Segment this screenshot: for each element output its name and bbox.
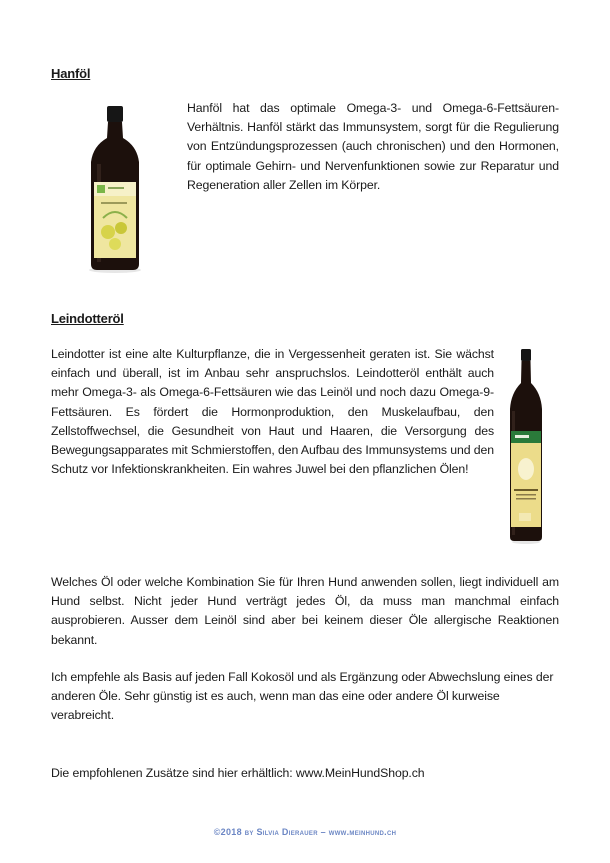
recommendation-paragraph: Ich empfehle als Basis auf jeden Fall Kokosöl und als Ergänzung oder Abwechslung eines der anderen Öle. Sehr günstig ist es auch, wenn man das eine oder andere Öl kurweise verabreicht. [51,670,554,723]
leindotter-paragraph: Leindotter ist eine alte Kulturpflanze, die in Vergessenheit geraten ist. Sie wächst einfach und überall, ist im Anbau sehr anspruchslos. Leindotteröl enthält auch mehr Omega-3- als Omega-6-Fettsäuren wie das Leinöl und noch dazu Omega-9-Fettsäuren. Es fördert die Hormonproduktion, den Muskelaufbau, den Zellstoffwechsel, die Gesundheit von Haut und Haaren, die Versorgung des Bewegungsapparates mit Schmierstoffen, den Aufbau des Immunsystems und den Schutz vor Infektionskrankheiten. Ein wahres Juwel bei den pflanzlichen Ölen! [51,347,494,477]
section-heading-hanfoel: Hanföl [51,66,91,81]
hanfoel-paragraph: Hanföl hat das optimale Omega-3- und Omega-6-Fettsäuren-Verhältnis. Hanföl stärkt das Immunsystem, sorgt für die Regulierung von Entzündungsprozessen (auch chronischen) und den Hormonen, für optimale Gehirn- und Nervenfunktionen sowie zur Reparatur und Regeneration aller Zellen im Körper. [187,101,559,192]
hemp-oil-bottle-image [51,104,178,274]
section-heading-leindotteroel: Leindotteröl [51,311,124,326]
leindotter-oil-bottle-image [503,347,549,545]
shop-reference-paragraph: Die empfohlenen Zusätze sind hier erhältlich: www.MeinHundShop.ch [51,766,425,780]
combination-paragraph: Welches Öl oder welche Kombination Sie für Ihren Hund anwenden sollen, liegt individuell am Hund selbst. Nicht jeder Hund verträgt jedes Öl, da muss man manchmal einfach ausprobieren. Ausser dem Leinöl sind aber bei keinem dieser Öle allergische Reaktionen bekannt. [51,575,559,647]
page-footer: ©2018 by Silvia Dierauer – www.meinhund.ch [213,827,397,837]
